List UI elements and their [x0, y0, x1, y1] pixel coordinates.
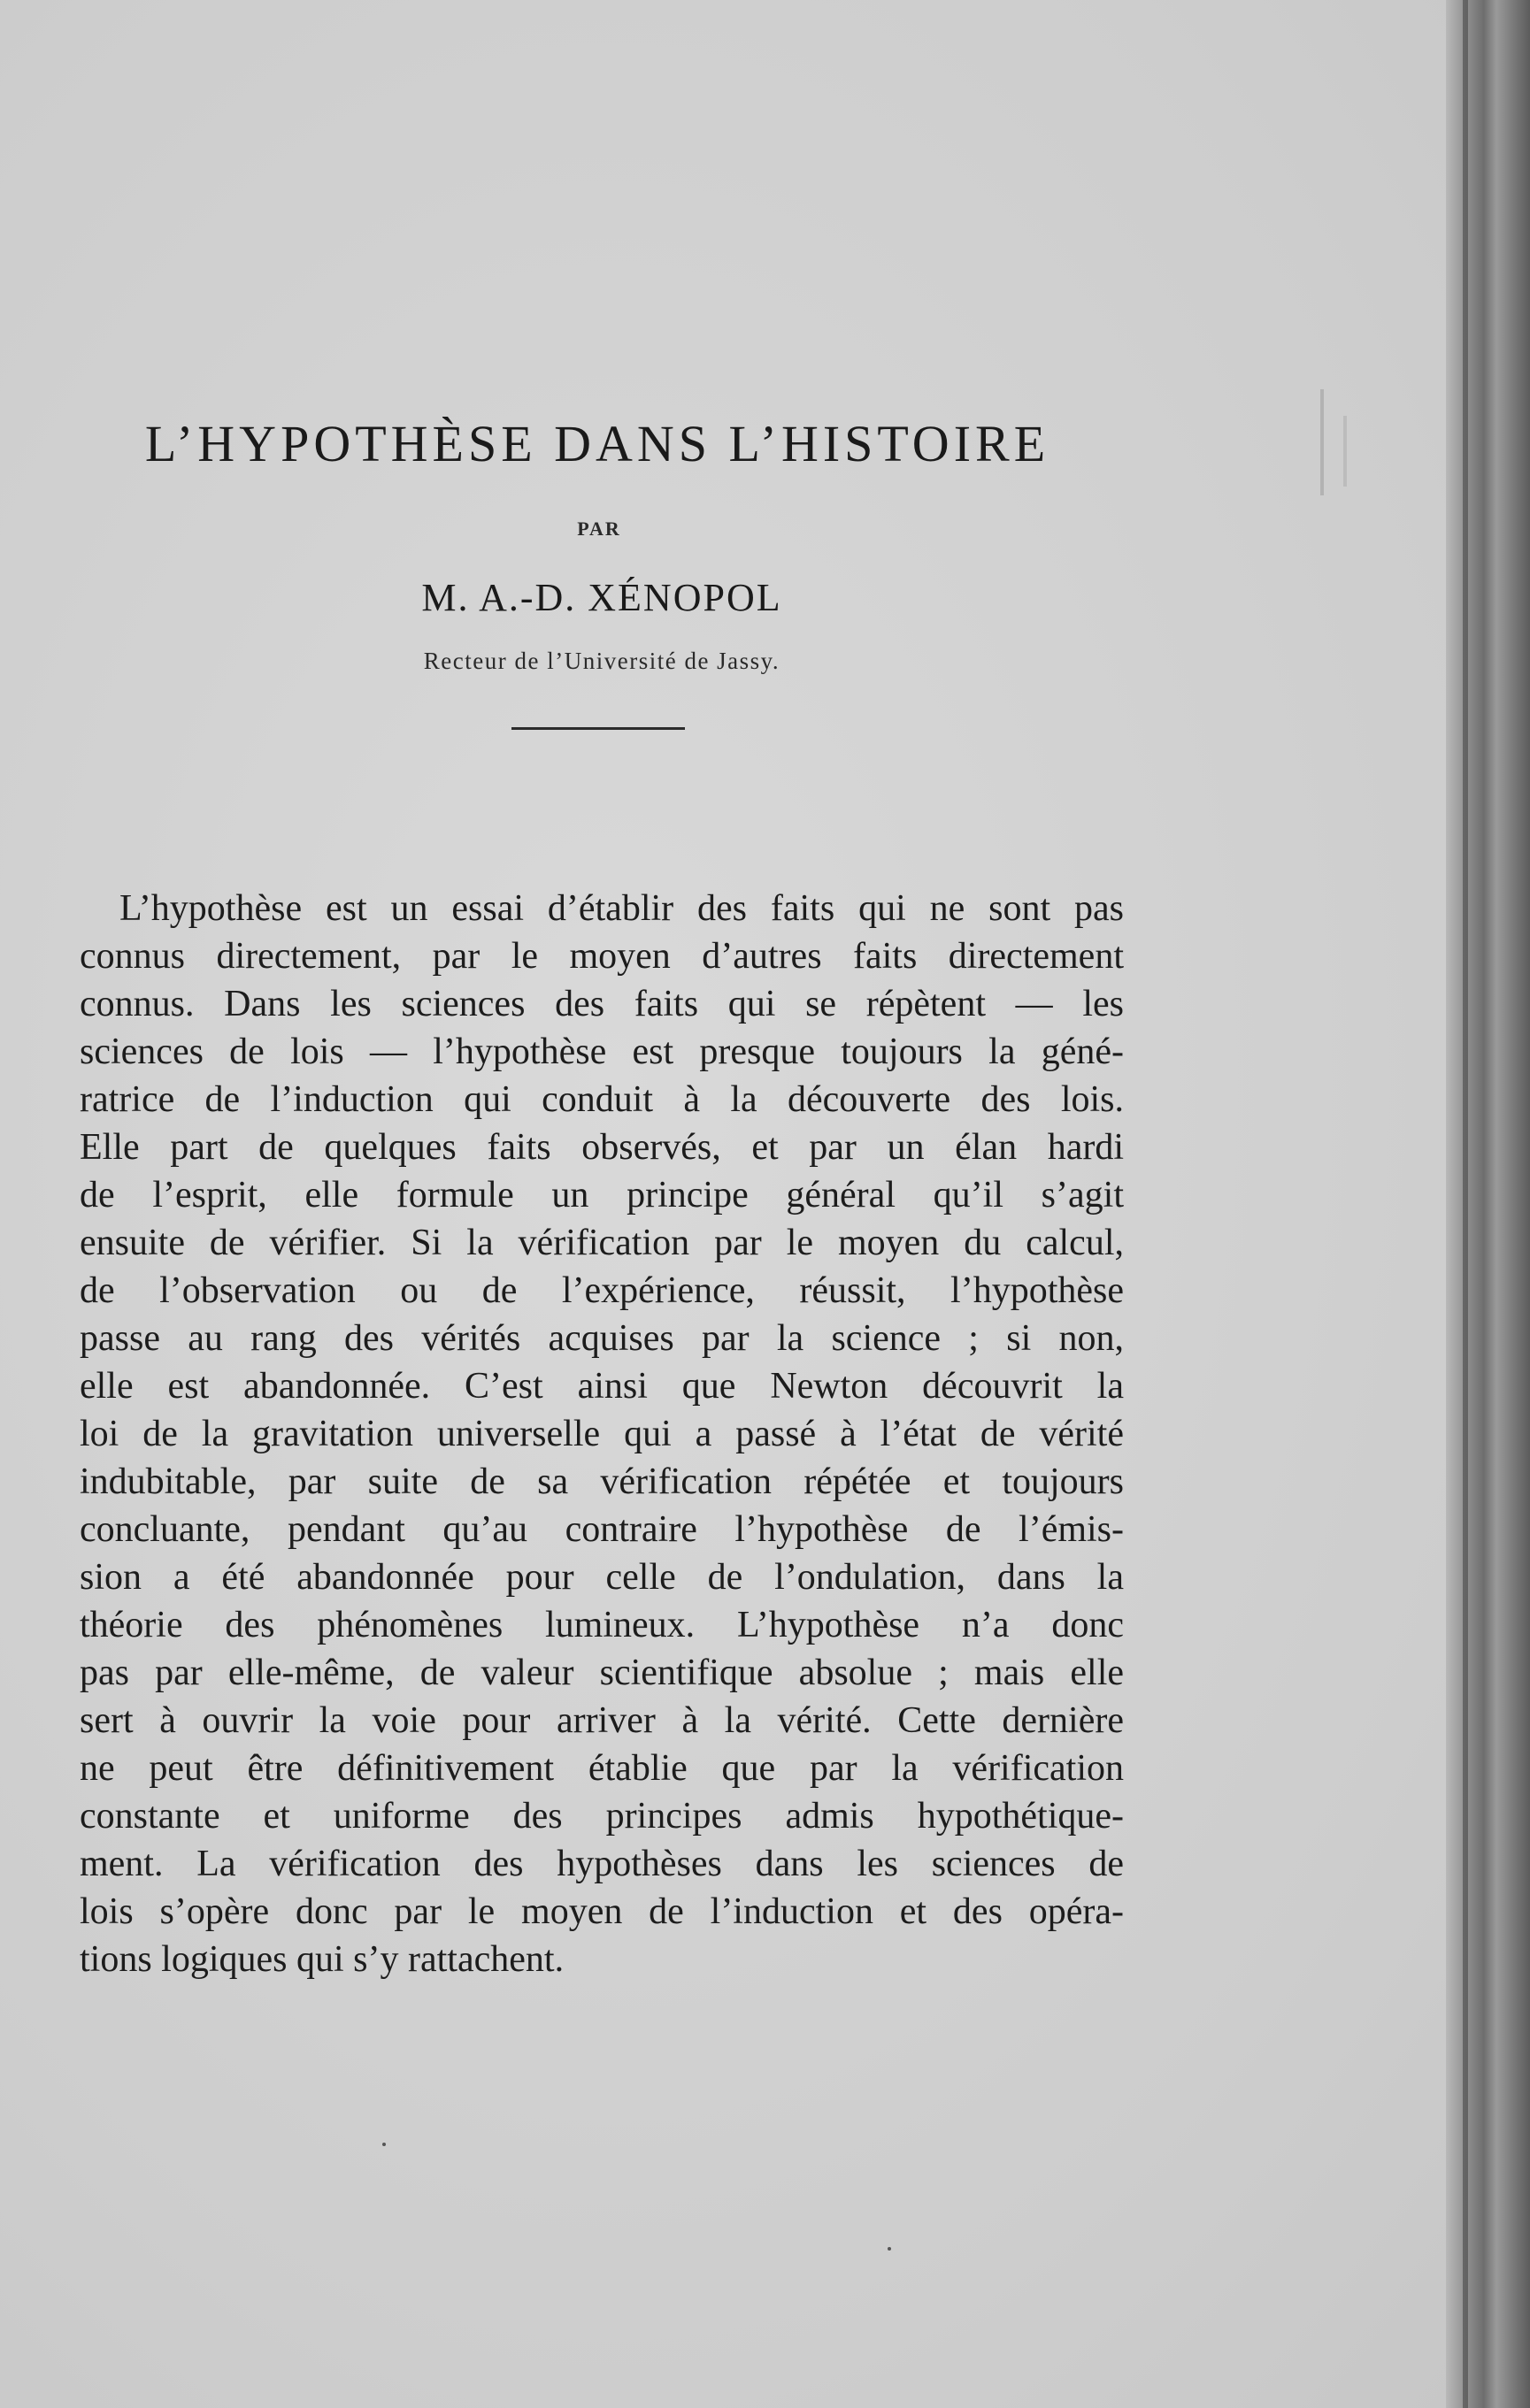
byline-par: PAR [577, 518, 621, 540]
text-line: indubitable, par suite de sa vérification répétée et toujours [80, 1461, 1124, 1502]
gutter-shadow [1463, 0, 1468, 2408]
text-line: Elle part de quelques faits observés, et par un élan hardi [80, 1127, 1124, 1168]
text-line: ensuite de vérifier. Si la vérification par le moyen du calcul, [80, 1223, 1124, 1263]
author-name: M. A.-D. XÉNOPOL [421, 576, 782, 619]
text-line: loi de la gravitation universelle qui a passé à l’état de vérité [80, 1414, 1124, 1454]
text-line: constante et uniforme des principes admis hypothétique- [80, 1796, 1124, 1837]
text-line: connus directement, par le moyen d’autres faits directement [80, 936, 1124, 977]
text-line: pas par elle-même, de valeur scientifique absolue ; mais elle [80, 1653, 1124, 1693]
text-line: L’hypothèse est un essai d’établir des faits qui ne sont pas [119, 888, 1124, 929]
separator-rule [511, 727, 685, 730]
text-line: théorie des phénomènes lumineux. L’hypothèse n’a donc [80, 1605, 1124, 1645]
book-gutter [1446, 0, 1530, 2408]
text-line: de l’observation ou de l’expérience, réussit, l’hypothèse [80, 1270, 1124, 1311]
text-line: lois s’opère donc par le moyen de l’induction et des opéra- [80, 1891, 1124, 1932]
text-line: de l’esprit, elle formule un principe général qu’il s’agit [80, 1175, 1124, 1216]
paper-mark [1320, 389, 1324, 495]
text-line: concluante, pendant qu’au contraire l’hypothèse de l’émis- [80, 1509, 1124, 1550]
text-line: sion a été abandonnée pour celle de l’ondulation, dans la [80, 1557, 1124, 1598]
text-line: tions logiques qui s’y rattachent. [80, 1939, 565, 1980]
text-line: elle est abandonnée. C’est ainsi que Newton découvrit la [80, 1366, 1124, 1407]
text-line: connus. Dans les sciences des faits qui se répètent — les [80, 984, 1124, 1024]
paper-speck [888, 2247, 891, 2251]
article-title: L’HYPOTHÈSE DANS L’HISTOIRE [144, 415, 1050, 472]
text-line: sciences de lois — l’hypothèse est presque toujours la géné- [80, 1031, 1124, 1072]
text-line: ne peut être définitivement établie que par la vérification [80, 1748, 1124, 1789]
body-paragraph [80, 885, 1124, 1983]
text-line: ratrice de l’induction qui conduit à la découverte des lois. [80, 1079, 1124, 1120]
text-line: ment. La vérification des hypothèses dans les sciences de [80, 1844, 1124, 1884]
text-line: passe au rang des vérités acquises par la science ; si non, [80, 1318, 1124, 1359]
paper-speck [382, 2143, 386, 2146]
author-affiliation: Recteur de l’Université de Jassy. [423, 648, 780, 674]
text-line: sert à ouvrir la voie pour arriver à la vérité. Cette dernière [80, 1700, 1124, 1741]
paper-mark [1343, 416, 1347, 487]
